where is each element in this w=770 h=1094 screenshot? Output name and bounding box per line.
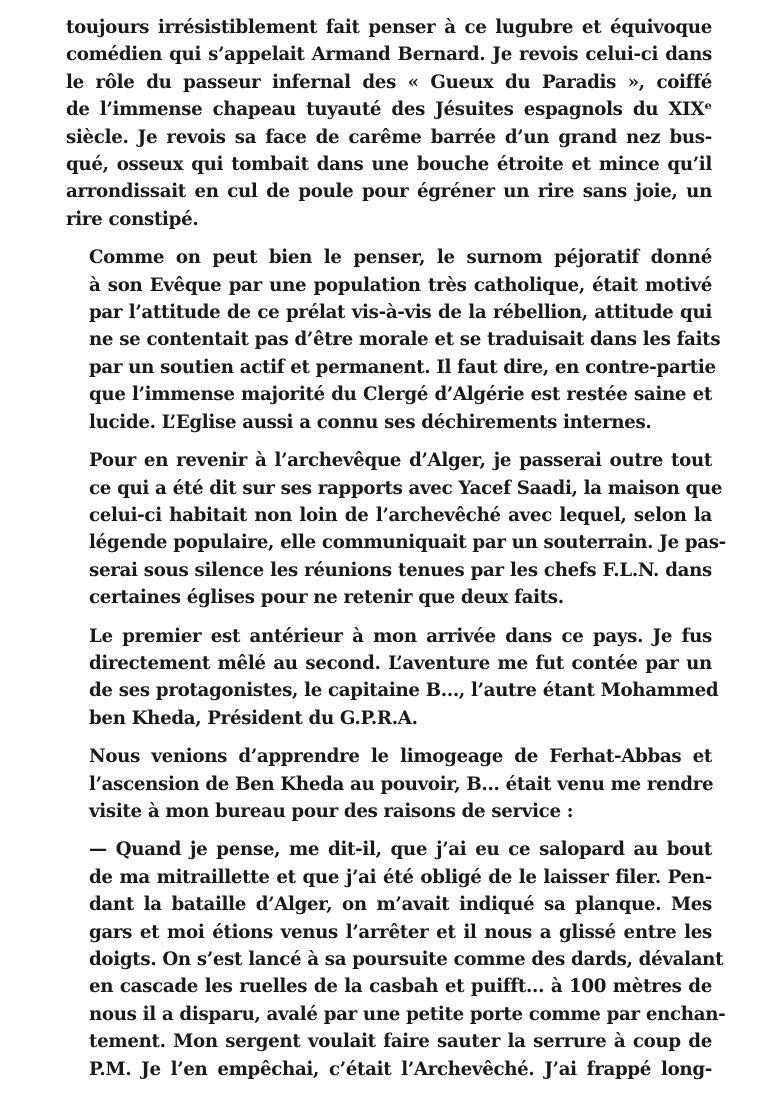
text-line: qué, osseux qui tombait dans une bouche étroite et mince qu’il bbox=[66, 154, 712, 176]
text-line: légende populaire, elle communiquait par un souterrain. Je pas- bbox=[89, 532, 726, 554]
paragraph bbox=[66, 447, 726, 611]
text-line: celui-ci habitait non loin de l’archevêché avec lequel, selon la bbox=[89, 504, 712, 526]
text-line: Nous venions d’apprendre le limogeage de Ferhat-Abbas et bbox=[89, 746, 712, 768]
text-line: lucide. L’Eglise aussi a connu ses déchirements internes. bbox=[89, 411, 652, 433]
text-line: arrondissait en cul de poule pour égréner un rire sans joie, un bbox=[66, 181, 712, 203]
text-line: par l’attitude de ce prélat vis-à-vis de la rébellion, attitude qui bbox=[89, 302, 712, 324]
text-line: le rôle du passeur infernal des « Gueux du Paradis », coiffé bbox=[66, 71, 712, 93]
text-line: ne se contentait pas d’être morale et se traduisait dans les faits bbox=[89, 329, 721, 351]
text-line: ben Kheda, Président du G.P.R.A. bbox=[89, 707, 418, 729]
text-line: directement mêlé au second. L’aventure me fut contée par un bbox=[89, 652, 712, 674]
text-line: Pour en revenir à l’archevêque d’Alger, je passerai outre tout bbox=[89, 450, 712, 472]
text-line: de ma mitraillette et que j’ai été obligé de le laisser filer. Pen- bbox=[89, 866, 712, 888]
text-line: visite à mon bureau pour des raisons de service : bbox=[89, 800, 574, 822]
paragraph bbox=[66, 623, 719, 733]
paragraph bbox=[66, 14, 712, 233]
text-line: que l’immense majorité du Clergé d’Algérie est restée saine et bbox=[89, 384, 712, 406]
text-line: Le premier est antérieur à mon arrivée dans ce pays. Je fus bbox=[89, 625, 712, 647]
text-line: toujours irrésistiblement fait penser à ce lugubre et équivoque bbox=[66, 17, 712, 38]
text-line: à son Evêque par une population très catholique, était motivé bbox=[89, 274, 712, 296]
text-line: rire constipé. bbox=[66, 208, 199, 230]
text-line: de l’immense chapeau tuyauté des Jésuites espagnols du XIXᵉ bbox=[66, 99, 712, 121]
text-line: gars et moi étions venus l’arrêter et il nous a glissé entre les bbox=[89, 921, 712, 943]
text-line: certaines églises pour ne retenir que deux faits. bbox=[89, 587, 564, 609]
text-line: ce qui a été dit sur ses rapports avec Yacef Saadi, la maison que bbox=[89, 477, 723, 499]
text-line: Comme on peut bien le penser, le surnom péjoratif donné bbox=[89, 247, 712, 269]
text-line: serai sous silence les réunions tenues par les chefs F.L.N. dans bbox=[89, 559, 712, 581]
document-page bbox=[66, 14, 726, 1094]
paragraph bbox=[66, 743, 712, 825]
text-line: comédien qui s’appelait Armand Bernard. Je revois celui-ci dans bbox=[66, 44, 712, 66]
text-line: siècle. Je revois sa face de carême barrée d’un grand nez bus- bbox=[66, 126, 712, 148]
text-line: nous il a disparu, avalé par une petite porte comme par enchan- bbox=[89, 1003, 726, 1025]
text-line: doigts. On s’est lancé à sa poursuite comme des dards, dévalant bbox=[89, 949, 724, 970]
paragraph bbox=[66, 836, 726, 1083]
text-line: — Quand je pense, me dit-il, que j’ai eu ce salopard au bout bbox=[89, 839, 712, 861]
text-line: l’ascension de Ben Kheda au pouvoir, B... était venu me rendre bbox=[89, 773, 714, 795]
text-line: en cascade les ruelles de la casbah et puifft... à 100 mètres de bbox=[89, 976, 712, 998]
text-line: P.M. Je l’en empêchai, c’était l’Archevêché. J’ai frappé long- bbox=[89, 1058, 712, 1080]
text-line: par un soutien actif et permanent. Il faut dire, en contre-partie bbox=[89, 356, 716, 378]
text-line: tement. Mon sergent voulait faire sauter la serrure à coup de bbox=[89, 1031, 712, 1053]
text-line: dant la bataille d’Alger, on m’avait indiqué sa planque. Mes bbox=[89, 894, 712, 916]
text-line: de ses protagonistes, le capitaine B..., l’autre étant Mohammed bbox=[89, 680, 719, 702]
paragraph bbox=[66, 244, 721, 436]
